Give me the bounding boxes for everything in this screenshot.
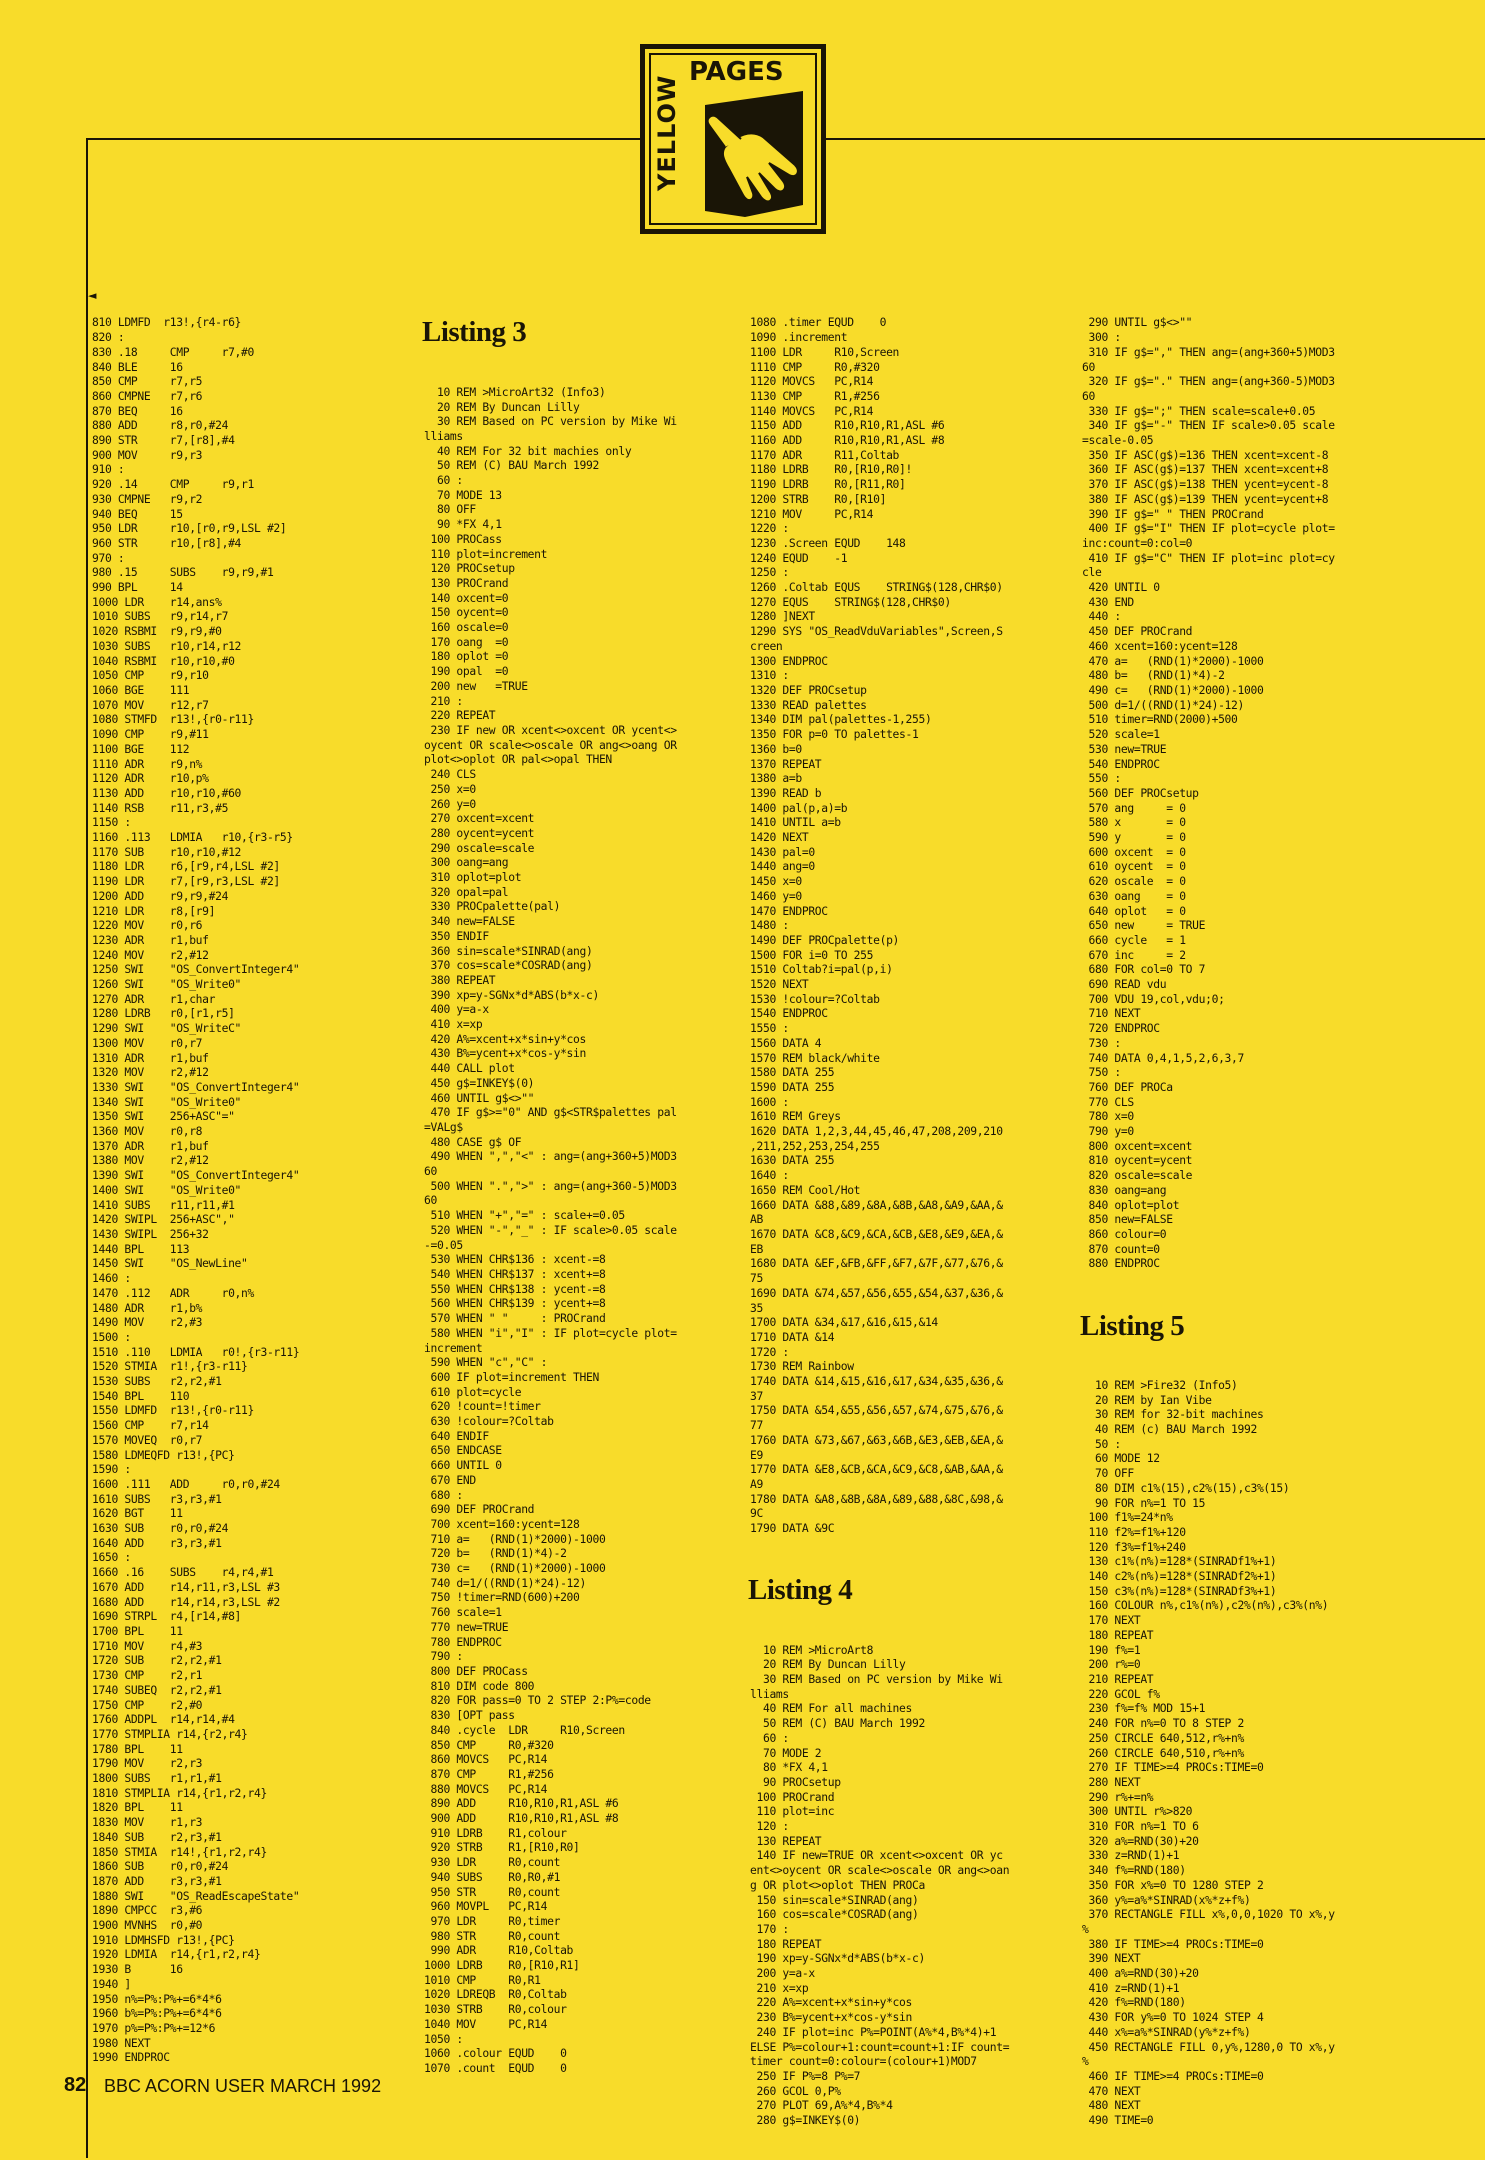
listing-2-continued-column: [92, 286, 299, 2080]
listing-3-column: [424, 286, 677, 2090]
listing-heading: Listing 3: [422, 316, 527, 349]
code-listing: 810 LDMFD r13!,{r4-r6} 820 : 830 .18 CMP r7,#0 840 BLE 16 850 CMP r7,r5 860 CMPNE r7,r6 870 BEQ 16 880 ADD r8,r0,#24 890 STR r7,[r8],#4 900 MOV r9,r3 910 : 920 .14 CMP r9,r1 930 CMPNE r9,r2 940 BEQ 15 950 LDR r10,[r0,r9,LSL #2] 960 STR r10,[r8],#4 970 : 980 .15 SUBS r9,r9,#1 990 BPL 14 1000 LDR r14,ans% 1010 SUBS r9,r14,r7 1020 RSBMI r9,r9,#0 1030 SUBS r10,r14,r12 1040 RSBMI r10,r10,#0 1050 CMP r9,r10 1060 BGE 111 1070 MOV r12,r7 1080 STMFD r13!,{r0-r11} 1090 CMP r9,#11 1100 BGE 112 1110 ADR r9,n% 1120 ADR r10,p% 1130 ADD r10,r10,#60 1140 RSB r11,r3,#5 1150 : 1160 .113 LDMIA r10,{r3-r5} 1170 SUB r10,r10,#12 1180 LDR r6,[r9,r4,LSL #2] 1190 LDR r7,[r9,r3,LSL #2] 1200 ADD r9,r9,#24 1210 LDR r8,[r9] 1220 MOV r0,r6 1230 ADR r1,buf 1240 MOV r2,#12 1250 SWI "OS_ConvertInteger4" 1260 SWI "OS_Write0" 1270 ADR r1,char 1280 LDRB r0,[r1,r5] 1290 SWI "OS_WriteC" 1300 MOV r0,r7 1310 ADR r1,buf 1320 MOV r2,#12 1330 SWI "OS_ConvertInteger4" 1340 SWI "OS_Write0" 1350 SWI 256+ASC"=" 1360 MOV r0,r8 1370 ADR r1,buf 1380 MOV r2,#12 1390 SWI "OS_ConvertInteger4" 1400 SWI "OS_Write0" 1410 SUBS r11,r11,#1 1420 SWIPL 256+ASC"," 1430 SWIPL 256+32 1440 BPL 113 1450 SWI "OS_NewLine" 1460 : 1470 .112 ADR r0,n% 1480 ADR r1,b% 1490 MOV r2,#3 1500 : 1510 .110 LDMIA r0!,{r3-r11} 1520 STMIA r1!,{r3-r11} 1530 SUBS r2,r2,#1 1540 BPL 110 1550 LDMFD r13!,{r0-r11} 1560 CMP r7,r14 1570 MOVEQ r0,r7 1580 LDMEQFD r13!,{PC} 1590 : 1600 .111 ADD r0,r0,#24 1610 SUBS r3,r3,#1 1620 BGT 11 1630 SUB r0,r0,#24 1640 ADD r3,r3,#1 1650 : 1660 .16 SUBS r4,r4,#1 1670 ADD r14,r11,r3,LSL #3 1680 ADD r14,r14,r3,LSL #2 1690 STRPL r4,[r14,#8] 1700 BPL 11 1710 MOV r4,#3 1720 SUB r2,r2,#1 1730 CMP r2,r1 1740 SUBEQ r2,r2,#1 1750 CMP r2,#0 1760 ADDPL r14,r14,#4 1770 STMPLIA r14,{r2,r4} 1780 BPL 11 1790 MOV r2,r3 1800 SUBS r1,r1,#1 1810 STMPLIA r14,{r1,r2,r4} 1820 BPL 11 1830 MOV r1,r3 1840 SUB r2,r3,#1 1850 STMIA r14!,{r1,r2,r4} 1860 SUB r0,r0,#24 1870 ADD r3,r3,#1 1880 SWI "OS_ReadEscapeState" 1890 CMPCC r3,#6 1900 MVNHS r0,#0 1910 LDMHSFD r13!,{PC} 1920 LDMIA r14,{r1,r2,r4} 1930 B 16 1940 ] 1950 n%=P%:P%+=6*4*6 1960 b%=P%:P%+=6*4*6 1970 p%=P%:P%+=12*6 1980 NEXT 1990 ENDPROC: [92, 315, 300, 2065]
code-listing: 290 UNTIL g$<>"" 300 : 310 IF g$="," THEN ang=(ang+360+5)MOD3 60 320 IF g$="." THEN ang=(ang+360-5)MOD3 60 330 IF g$=";" THEN scale=scale+0.05 340 IF g$="-" THEN IF scale>0.05 scale =scale-0.05 350 IF ASC(g$)=136 THEN xcent=xcent-8 360 IF ASC(g$)=137 THEN xcent=xcent+8 370 IF ASC(g$)=138 THEN ycent=ycent-8 380 IF ASC(g$)=139 THEN ycent=ycent+8 390 IF g$=" " THEN PROCrand 400 IF g$="I" THEN IF plot=cycle plot= inc:count=0:col=0 410 IF g$="C" THEN IF plot=inc plot=cy cle 420 UNTIL 0 430 END 440 : 450 DEF PROCrand 460 xcent=160:ycent=128 470 a= (RND(1)*2000)-1000 480 b= (RND(1)*4)-2 490 c= (RND(1)*2000)-1000 500 d=1/((RND(1)*24)-12) 510 timer=RND(2000)+500 520 scale=1 530 new=TRUE 540 ENDPROC 550 : 560 DEF PROCsetup 570 ang = 0 580 x = 0 590 y = 0 600 oxcent = 0 610 oycent = 0 620 oscale = 0 630 oang = 0 640 oplot = 0 650 new = TRUE 660 cycle = 1 670 inc = 2 680 FOR col=0 TO 7 690 READ vdu 700 VDU 19,col,vdu;0; 710 NEXT 720 ENDPROC 730 : 740 DATA 0,4,1,5,2,6,3,7 750 : 760 DEF PROCa 770 CLS 780 x=0 790 y=0 800 oxcent=xcent 810 oycent=ycent 820 oscale=scale 830 oang=ang 840 oplot=plot 850 new=FALSE 860 colour=0 870 count=0 880 ENDPROC: [1082, 315, 1335, 1271]
logo-yellow-text: YELLOW: [653, 74, 681, 191]
hand-pointing-icon: [685, 85, 815, 225]
yellow-pages-logo: [640, 44, 826, 234]
listing-heading: Listing 4: [748, 1574, 853, 1607]
listing-heading: Listing 5: [1080, 1309, 1185, 1342]
left-rule: [86, 138, 88, 2158]
publication-line: BBC ACORN USER MARCH 1992: [104, 2076, 382, 2096]
page-number: 82: [64, 2074, 87, 2096]
listing-4-continued-column: [1082, 286, 1335, 2142]
code-listing: 10 REM >MicroArt8 20 REM By Duncan Lilly 30 REM Based on PC version by Mike Wi lliams 40 REM For all machines 50 REM (C) BAU March 1992 60 : 70 MODE 2 80 *FX 4,1 90 PROCsetup 100 PROCrand 110 plot=inc 120 : 130 REPEAT 140 IF new=TRUE OR xcent<>oxcent OR yc ent<>oycent OR scale<>oscale OR ang<>oan g OR plot<>oplot THEN PROCa 150 sin=scale*SINRAD(ang) 160 cos=scale*COSRAD(ang) 170 : 180 REPEAT 190 xp=y-SGNx*d*ABS(b*x-c) 200 y=a-x 210 x=xp 220 A%=xcent+x*sin+y*cos 230 B%=ycent+x*cos-y*sin 240 IF plot=inc P%=POINT(A%*4,B%*4)+1 ELSE P%=colour+1:count=count+1:IF count= timer count=0:colour=(colour+1)MOD7 250 IF P%=8 P%=7 260 GCOL 0,P% 270 PLOT 69,A%*4,B%*4 280 g$=INKEY$(0): [750, 1642, 1010, 2128]
code-listing: 10 REM >MicroArt32 (Info3) 20 REM By Duncan Lilly 30 REM Based on PC version by Mike Wi lliams 40 REM For 32 bit machies only 50 REM (C) BAU March 1992 60 : 70 MODE 13 80 OFF 90 *FX 4,1 100 PROCass 110 plot=increment 120 PROCsetup 130 PROCrand 140 oxcent=0 150 oycent=0 160 oscale=0 170 oang =0 180 oplot =0 190 opal =0 200 new =TRUE 210 : 220 REPEAT 230 IF new OR xcent<>oxcent OR ycent<> oycent OR scale<>oscale OR ang<>oang OR plot<>oplot OR pal<>opal THEN 240 CLS 250 x=0 260 y=0 270 oxcent=xcent 280 oycent=ycent 290 oscale=scale 300 oang=ang 310 oplot=plot 320 opal=pal 330 PROCpalette(pal) 340 new=FALSE 350 ENDIF 360 sin=scale*SINRAD(ang) 370 cos=scale*COSRAD(ang) 380 REPEAT 390 xp=y-SGNx*d*ABS(b*x-c) 400 y=a-x 410 x=xp 420 A%=xcent+x*sin+y*cos 430 B%=ycent+x*cos-y*sin 440 CALL plot 450 g$=INKEY$(0) 460 UNTIL g$<>"" 470 IF g$>="0" AND g$<STR$palettes pal =VALg$ 480 CASE g$ OF 490 WHEN ",","<" : ang=(ang+360+5)MOD3 60 500 WHEN ".",">" : ang=(ang+360-5)MOD3 60 510 WHEN "+","=" : scale+=0.05 520 WHEN "-","_" : IF scale>0.05 scale -=0.05 530 WHEN CHR$136 : xcent-=8 540 WHEN CHR$137 : xcent+=8 550 WHEN CHR$138 : ycent-=8 560 WHEN CHR$139 : ycent+=8 570 WHEN " " : PROCrand 580 WHEN "i","I" : IF plot=cycle plot= increment 590 WHEN "c","C" : 600 IF plot=increment THEN 610 plot=cycle 620 !count=!timer 630 !colour=?Coltab 640 ENDIF 650 ENDCASE 660 UNTIL 0 670 END 680 : 690 DEF PROCrand 700 xcent=160:ycent=128 710 a= (RND(1)*2000)-1000 720 b= (RND(1)*4)-2 730 c= (RND(1)*2000)-1000 740 d=1/((RND(1)*24)-12) 750 !timer=RND(600)+200 760 scale=1 770 new=TRUE 780 ENDPROC 790 : 800 DEF PROCass 810 DIM code 800 820 FOR pass=0 TO 2 STEP 2:P%=code 830 [OPT pass 840 .cycle LDR R10,Screen 850 CMP R0,#320 860 MOVCS PC,R14 870 CMP R1,#256 880 MOVCS PC,R14 890 ADD R10,R10,R1,ASL #6 900 ADD R10,R10,R1,ASL #8 910 LDRB R1,colour 920 STRB R1,[R10,R0] 930 LDR R0,count 940 SUBS R0,R0,#1 950 STR R0,count 960 MOVPL PC,R14 970 LDR R0,timer 980 STR R0,count 990 ADR R10,Coltab 1000 LDRB R0,[R10,R1] 1010 CMP R0,R1 1020 LDREQB R0,Coltab 1030 STRB R0,colour 1040 MOV PC,R14 1050 : 1060 .colour EQUD 0 1070 .count EQUD 0: [424, 384, 677, 2075]
logo-pages-text: PAGES: [689, 57, 784, 87]
code-listing: 1080 .timer EQUD 0 1090 .increment 1100 LDR R10,Screen 1110 CMP R0,#320 1120 MOVCS PC,R14 1130 CMP R1,#256 1140 MOVCS PC,R14 1150 ADD R10,R10,R1,ASL #6 1160 ADD R10,R10,R1,ASL #8 1170 ADR R11,Coltab 1180 LDRB R0,[R10,R0]! 1190 LDRB R0,[R11,R0] 1200 STRB R0,[R10] 1210 MOV PC,R14 1220 : 1230 .Screen EQUD 148 1240 EQUD -1 1250 : 1260 .Coltab EQUS STRING$(128,CHR$0) 1270 EQUS STRING$(128,CHR$0) 1280 ]NEXT 1290 SYS "OS_ReadVduVariables",Screen,S creen 1300 ENDPROC 1310 : 1320 DEF PROCsetup 1330 READ palettes 1340 DIM pal(palettes-1,255) 1350 FOR p=0 TO palettes-1 1360 b=0 1370 REPEAT 1380 a=b 1390 READ b 1400 pal(p,a)=b 1410 UNTIL a=b 1420 NEXT 1430 pal=0 1440 ang=0 1450 x=0 1460 y=0 1470 ENDPROC 1480 : 1490 DEF PROCpalette(p) 1500 FOR i=0 TO 255 1510 Coltab?i=pal(p,i) 1520 NEXT 1530 !colour=?Coltab 1540 ENDPROC 1550 : 1560 DATA 4 1570 REM black/white 1580 DATA 255 1590 DATA 255 1600 : 1610 REM Greys 1620 DATA 1,2,3,44,45,46,47,208,209,210 ,211,252,253,254,255 1630 DATA 255 1640 : 1650 REM Cool/Hot 1660 DATA &88,&89,&8A,&8B,&A8,&A9,&AA,& AB 1670 DATA &C8,&C9,&CA,&CB,&E8,&E9,&EA,& EB 1680 DATA &EF,&FB,&FF,&F7,&7F,&77,&76,& 75 1690 DATA &74,&57,&56,&55,&54,&37,&36,& 35 1700 DATA &34,&17,&16,&15,&14 1710 DATA &14 1720 : 1730 REM Rainbow 1740 DATA &14,&15,&16,&17,&34,&35,&36,& 37 1750 DATA &54,&55,&56,&57,&74,&75,&76,& 77 1760 DATA &73,&67,&63,&6B,&E3,&EB,&EA,& E9 1770 DATA &E8,&CB,&CA,&C9,&C8,&AB,&AA,& A9 1780 DATA &A8,&8B,&8A,&89,&88,&8C,&98,& 9C 1790 DATA &9C: [750, 315, 1003, 1536]
code-listing: 10 REM >Fire32 (Info5) 20 REM by Ian Vibe 30 REM for 32-bit machines 40 REM (c) BAU March 1992 50 : 60 MODE 12 70 OFF 80 DIM c1%(15),c2%(15),c3%(15) 90 FOR n%=1 TO 15 100 f1%=24*n% 110 f2%=f1%+120 120 f3%=f1%+240 130 c1%(n%)=128*(SINRADf1%+1) 140 c2%(n%)=128*(SINRADf2%+1) 150 c3%(n%)=128*(SINRADf3%+1) 160 COLOUR n%,c1%(n%),c2%(n%),c3%(n%) 170 NEXT 180 REPEAT 190 f%=1 200 r%=0 210 REPEAT 220 GCOL f% 230 f%=f% MOD 15+1 240 FOR n%=0 TO 8 STEP 2 250 CIRCLE 640,512,r%+n% 260 CIRCLE 640,510,r%+n% 270 IF TIME>=4 PROCs:TIME=0 280 NEXT 290 r%+=n% 300 UNTIL r%>820 310 FOR n%=1 TO 6 320 a%=RND(30)+20 330 z=RND(1)+1 340 f%=RND(180) 350 FOR x%=0 TO 1280 STEP 2 360 y%=a%*SINRAD(x%*z+f%) 370 RECTANGLE FILL x%,0,0,1020 TO x%,y % 380 IF TIME>=4 PROCs:TIME=0 390 NEXT 400 a%=RND(30)+20 410 z=RND(1)+1 420 f%=RND(180) 430 FOR y%=0 TO 1024 STEP 4 440 x%=a%*SINRAD(y%*z+f%) 450 RECTANGLE FILL 0,y%,1280,0 TO x%,y % 460 IF TIME>=4 PROCs:TIME=0 470 NEXT 480 NEXT 490 TIME=0: [1082, 1377, 1335, 2128]
listing-3-continued-column: [750, 286, 1009, 2142]
continuation-arrow-icon: ◄: [88, 289, 97, 302]
